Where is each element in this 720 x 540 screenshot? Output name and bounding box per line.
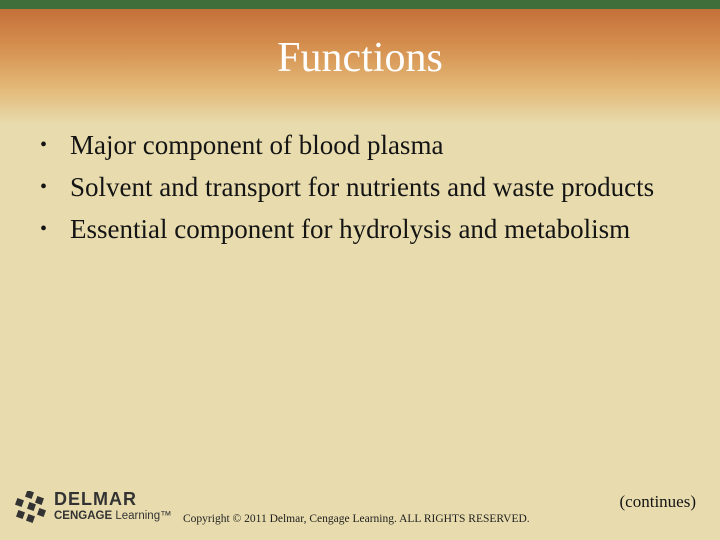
bullet-item (40, 166, 680, 208)
bullet-text: Essential component for hydrolysis and metabolism (70, 214, 631, 244)
logo-cengage-text (54, 509, 172, 523)
logo-cengage-word: CENGAGE (54, 510, 116, 522)
logo-delmar-text: DELMAR (54, 489, 137, 509)
bullet-icon: • (40, 218, 48, 240)
bullet-icon: • (40, 176, 48, 198)
bullet-icon: • (40, 134, 48, 156)
delmar-cengage-logo (14, 489, 179, 529)
delmar-logo-mark-icon (14, 491, 46, 523)
copyright-notice: Copyright © 2011 Delmar, Cengage Learning. ALL RIGHTS RESERVED. (183, 513, 530, 525)
logo-trademark: ™ (160, 510, 172, 522)
bullet-item (40, 124, 680, 166)
bullet-item (40, 208, 680, 250)
slide-title: Functions (277, 35, 443, 81)
logo-learning-word: Learning (115, 510, 161, 522)
bullet-text: Solvent and transport for nutrients and waste products (70, 172, 655, 202)
bullet-text: Major component of blood plasma (70, 130, 444, 160)
bullet-list (40, 124, 680, 250)
continues-label: (continues) (619, 492, 696, 511)
top-color-band (0, 0, 720, 9)
